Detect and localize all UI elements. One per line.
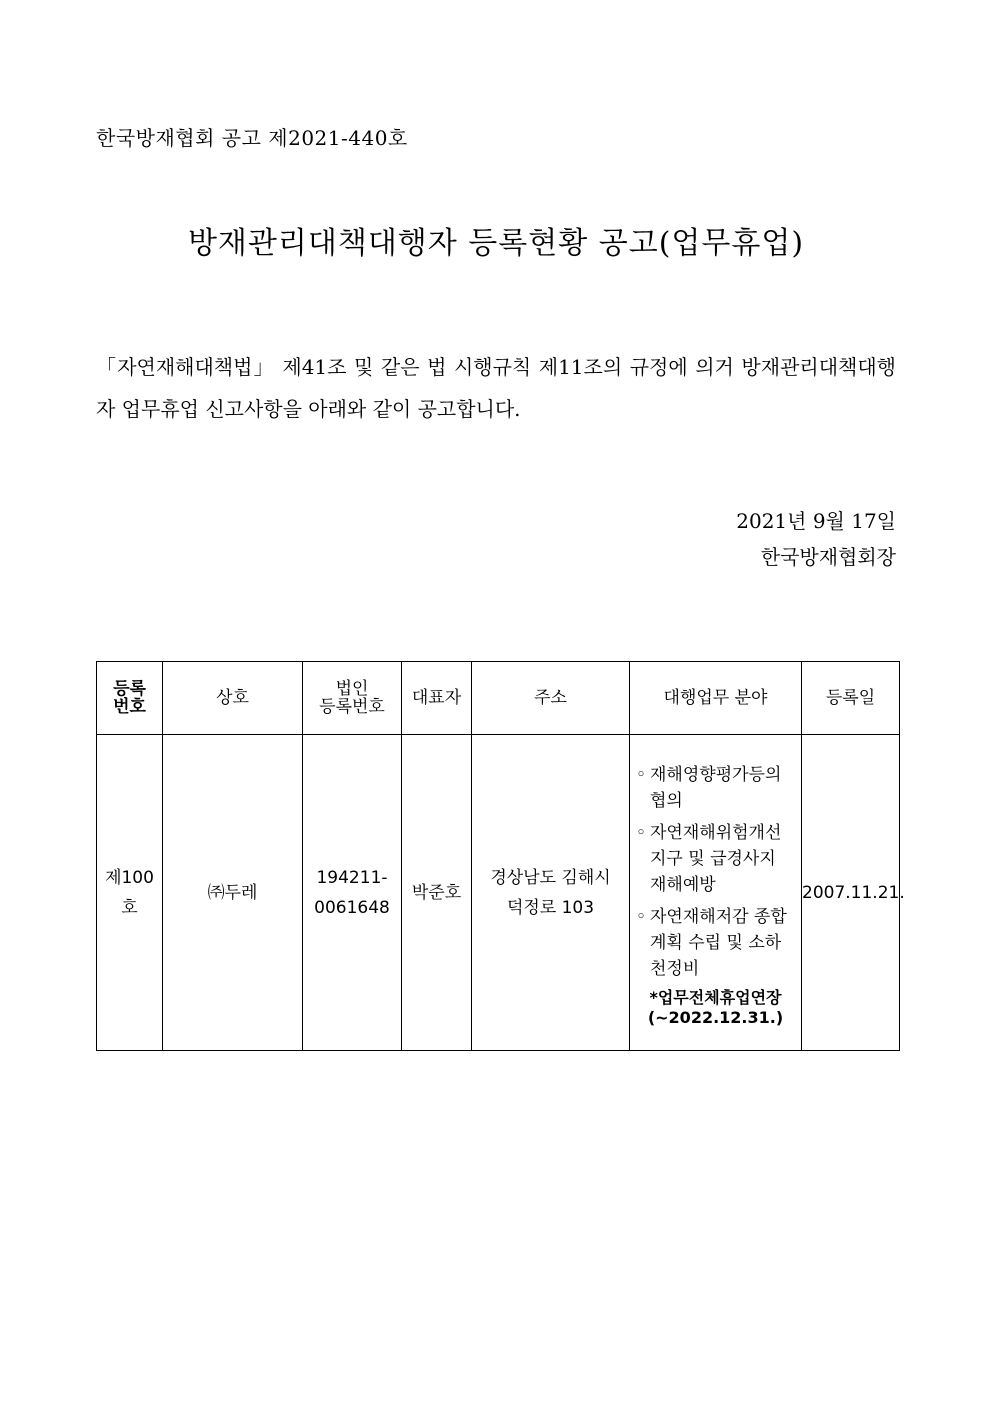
bullet-icon: ◦ [636,822,647,843]
header-reg-no-line1: 등록 [113,679,146,699]
table-header-row [97,662,900,735]
notice-date: 2021년 9월 17일 [736,509,896,533]
cell-corp-no [303,735,402,1051]
cell-representative: 박준호 [402,735,472,1051]
scope-item-text: 재해영향평가등의 협의 [650,764,782,811]
cell-company: ㈜두레 [163,735,303,1051]
scope-note-line2: (~2022.12.31.) [647,1007,784,1027]
scope-item-text: 자연재해위험개선지구 및 급경사지 재해예방 [650,822,782,895]
table-row [97,735,900,1051]
registration-table [96,661,905,1051]
page-title: 방재관리대책대행자 등록현황 공고(업무휴업) [187,226,805,261]
cell-address-line1: 경상남도 김해시 [490,867,611,888]
header-reg-no [97,662,163,735]
header-reg-no-line2: 번호 [113,697,146,717]
notice-number: 한국방재협회 공고 제2021-440호 [96,126,408,150]
bullet-icon: ◦ [636,764,647,785]
scope-note [630,988,801,1028]
cell-address [472,735,630,1051]
scope-item [636,820,797,898]
header-company: 상호 [163,662,303,735]
cell-corp-no-line2: 0061648 [314,897,390,918]
bullet-icon: ◦ [636,906,647,927]
issuer-name: 한국방재협회장 [760,545,896,569]
header-corp-no [303,662,402,735]
cell-reg-no: 제100호 [97,735,163,1051]
scope-item [636,904,797,982]
scope-note-line1: *업무전체휴업연장 [649,987,782,1007]
header-reg-date: 등록일 [802,662,900,735]
header-scope: 대행업무 분야 [630,662,802,735]
header-address: 주소 [472,662,630,735]
cell-address-line2: 덕정로 103 [506,897,595,918]
cell-corp-no-line1: 194211- [316,867,388,888]
cell-scope [630,735,802,1051]
scope-item [636,762,797,814]
notice-paragraph: 「자연재해대책법」 제41조 및 같은 법 시행규칙 제11조의 규정에 의거 방재관리대책대행자 업무휴업 신고사항을 아래와 같이 공고합니다. [96,355,896,421]
header-corp-no-line2: 등록번호 [319,697,385,717]
cell-reg-date: 2007.11.21. [802,735,900,1051]
header-representative: 대표자 [402,662,472,735]
scope-list [630,762,801,982]
header-corp-no-line1: 법인 [335,679,369,699]
scope-item-text: 자연재해저감 종합계획 수립 및 소하천정비 [650,906,787,979]
